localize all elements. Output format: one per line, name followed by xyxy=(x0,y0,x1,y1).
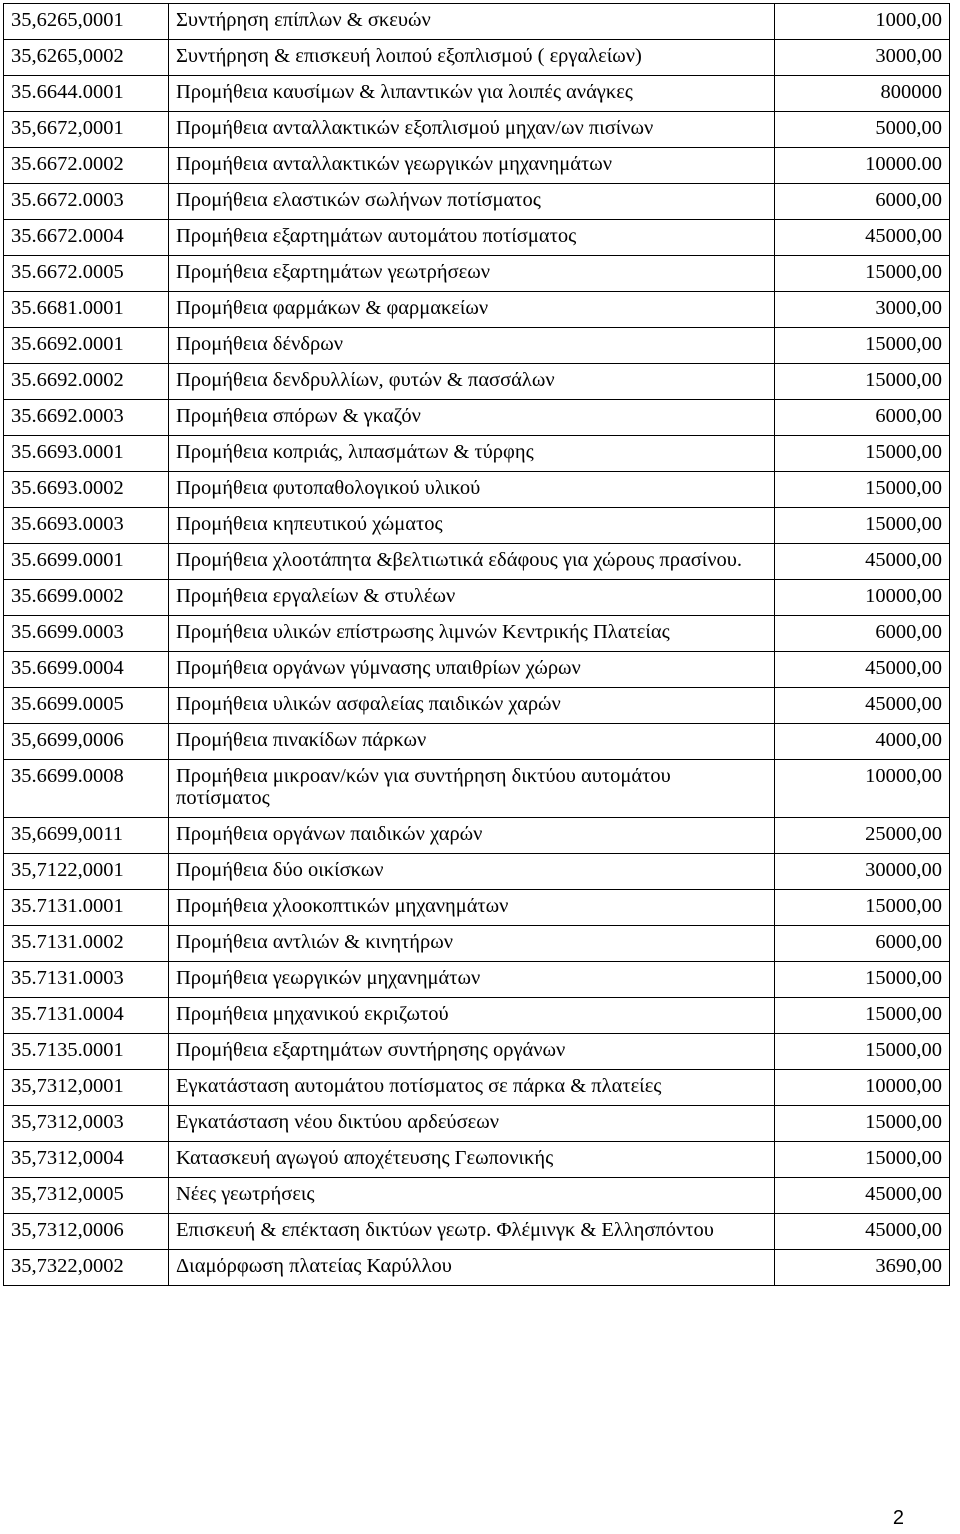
row-amount: 25000,00 xyxy=(775,818,950,854)
row-code: 35.6699.0005 xyxy=(4,688,169,724)
table-row xyxy=(4,220,950,256)
row-description: Διαμόρφωση πλατείας Καρύλλου xyxy=(169,1250,775,1286)
table-row xyxy=(4,854,950,890)
table-row xyxy=(4,364,950,400)
row-code: 35.6692.0003 xyxy=(4,400,169,436)
row-description: Προμήθεια πινακίδων πάρκων xyxy=(169,724,775,760)
row-amount: 15000,00 xyxy=(775,998,950,1034)
row-code: 35.6693.0002 xyxy=(4,472,169,508)
row-description: Προμήθεια χλοοκοπτικών μηχανημάτων xyxy=(169,890,775,926)
row-amount: 15000,00 xyxy=(775,508,950,544)
row-description: Προμήθεια καυσίμων & λιπαντικών για λοιπές ανάγκες xyxy=(169,76,775,112)
row-amount: 30000,00 xyxy=(775,854,950,890)
row-code: 35.6699.0003 xyxy=(4,616,169,652)
row-amount: 45000,00 xyxy=(775,544,950,580)
table-row xyxy=(4,1178,950,1214)
table-row xyxy=(4,112,950,148)
table-row xyxy=(4,328,950,364)
table-row xyxy=(4,818,950,854)
table-row xyxy=(4,40,950,76)
row-code: 35.6699.0002 xyxy=(4,580,169,616)
row-amount: 15000,00 xyxy=(775,1142,950,1178)
row-amount: 45000,00 xyxy=(775,1214,950,1250)
row-amount: 800000 xyxy=(775,76,950,112)
table-row xyxy=(4,1070,950,1106)
row-amount: 10000,00 xyxy=(775,580,950,616)
row-code: 35,6699,0006 xyxy=(4,724,169,760)
row-description: Προμήθεια μικροαν/κών για συντήρηση δικτύου αυτομάτου ποτίσματος xyxy=(169,760,775,818)
table-row xyxy=(4,148,950,184)
row-description: Προμήθεια ανταλλακτικών γεωργικών μηχανημάτων xyxy=(169,148,775,184)
row-description: Προμήθεια οργάνων παιδικών χαρών xyxy=(169,818,775,854)
row-code: 35,7312,0003 xyxy=(4,1106,169,1142)
row-description: Προμήθεια εξαρτημάτων γεωτρήσεων xyxy=(169,256,775,292)
table-row xyxy=(4,1106,950,1142)
row-amount: 4000,00 xyxy=(775,724,950,760)
row-amount: 10000,00 xyxy=(775,1070,950,1106)
row-code: 35.7131.0002 xyxy=(4,926,169,962)
row-description: Συντήρηση επίπλων & σκευών xyxy=(169,4,775,40)
table-row xyxy=(4,400,950,436)
table-row xyxy=(4,652,950,688)
row-description: Προμήθεια φυτοπαθολογικού υλικού xyxy=(169,472,775,508)
row-description: Προμήθεια αντλιών & κινητήρων xyxy=(169,926,775,962)
row-description: Προμήθεια δένδρων xyxy=(169,328,775,364)
row-code: 35.6692.0001 xyxy=(4,328,169,364)
row-amount: 6000,00 xyxy=(775,616,950,652)
table-row xyxy=(4,1250,950,1286)
row-code: 35.7135.0001 xyxy=(4,1034,169,1070)
row-description: Προμήθεια δύο οικίσκων xyxy=(169,854,775,890)
row-code: 35.6681.0001 xyxy=(4,292,169,328)
row-code: 35,7312,0001 xyxy=(4,1070,169,1106)
row-code: 35.6672.0005 xyxy=(4,256,169,292)
row-code: 35.6644.0001 xyxy=(4,76,169,112)
table-row xyxy=(4,760,950,818)
row-code: 35,6699,0011 xyxy=(4,818,169,854)
row-code: 35,6672,0001 xyxy=(4,112,169,148)
row-description: Προμήθεια κηπευτικού χώματος xyxy=(169,508,775,544)
table-row xyxy=(4,184,950,220)
row-code: 35.7131.0001 xyxy=(4,890,169,926)
page-number: 2 xyxy=(892,1507,904,1529)
row-description: Προμήθεια σπόρων & γκαζόν xyxy=(169,400,775,436)
row-description: Προμήθεια οργάνων γύμνασης υπαιθρίων χώρων xyxy=(169,652,775,688)
row-amount: 15000,00 xyxy=(775,472,950,508)
row-code: 35.6693.0001 xyxy=(4,436,169,472)
row-description: Επισκευή & επέκταση δικτύων γεωτρ. Φλέμινγκ & Ελλησπόντου xyxy=(169,1214,775,1250)
row-amount: 5000,00 xyxy=(775,112,950,148)
row-description: Προμήθεια εξαρτημάτων συντήρησης οργάνων xyxy=(169,1034,775,1070)
table-row xyxy=(4,436,950,472)
row-code: 35,7312,0006 xyxy=(4,1214,169,1250)
row-amount: 1000,00 xyxy=(775,4,950,40)
row-description: Εγκατάσταση νέου δικτύου αρδεύσεων xyxy=(169,1106,775,1142)
row-amount: 10000.00 xyxy=(775,148,950,184)
row-code: 35.6672.0004 xyxy=(4,220,169,256)
budget-table xyxy=(3,3,950,1286)
row-amount: 10000,00 xyxy=(775,760,950,818)
table-row xyxy=(4,292,950,328)
row-amount: 6000,00 xyxy=(775,184,950,220)
row-amount: 15000,00 xyxy=(775,256,950,292)
table-row xyxy=(4,472,950,508)
row-description: Προμήθεια υλικών ασφαλείας παιδικών χαρών xyxy=(169,688,775,724)
row-code: 35,7312,0004 xyxy=(4,1142,169,1178)
table-row xyxy=(4,998,950,1034)
table-row xyxy=(4,1142,950,1178)
row-amount: 45000,00 xyxy=(775,220,950,256)
table-row xyxy=(4,508,950,544)
row-amount: 45000,00 xyxy=(775,1178,950,1214)
row-amount: 3000,00 xyxy=(775,40,950,76)
row-description: Προμήθεια εργαλείων & στυλέων xyxy=(169,580,775,616)
row-code: 35.6699.0008 xyxy=(4,760,169,818)
row-amount: 45000,00 xyxy=(775,652,950,688)
table-row xyxy=(4,890,950,926)
row-description: Κατασκευή αγωγού αποχέτευσης Γεωπονικής xyxy=(169,1142,775,1178)
row-code: 35,7122,0001 xyxy=(4,854,169,890)
row-code: 35,6265,0002 xyxy=(4,40,169,76)
row-amount: 15000,00 xyxy=(775,328,950,364)
row-description: Συντήρηση & επισκευή λοιπού εξοπλισμού ( εργαλείων) xyxy=(169,40,775,76)
row-code: 35.7131.0004 xyxy=(4,998,169,1034)
table-row xyxy=(4,926,950,962)
row-amount: 15000,00 xyxy=(775,364,950,400)
row-amount: 15000,00 xyxy=(775,1034,950,1070)
row-code: 35.6672.0002 xyxy=(4,148,169,184)
budget-table-body xyxy=(4,4,950,1286)
row-amount: 3690,00 xyxy=(775,1250,950,1286)
row-code: 35,6265,0001 xyxy=(4,4,169,40)
row-code: 35.6692.0002 xyxy=(4,364,169,400)
row-description: Προμήθεια υλικών επίστρωσης λιμνών Κεντρικής Πλατείας xyxy=(169,616,775,652)
row-code: 35.6693.0003 xyxy=(4,508,169,544)
row-amount: 15000,00 xyxy=(775,890,950,926)
row-description: Προμήθεια χλοοτάπητα &βελτιωτικά εδάφους για χώρους πρασίνου. xyxy=(169,544,775,580)
row-description: Νέες γεωτρήσεις xyxy=(169,1178,775,1214)
table-row xyxy=(4,256,950,292)
table-row xyxy=(4,962,950,998)
table-row xyxy=(4,4,950,40)
row-description: Προμήθεια φαρμάκων & φαρμακείων xyxy=(169,292,775,328)
row-code: 35.6672.0003 xyxy=(4,184,169,220)
row-amount: 45000,00 xyxy=(775,688,950,724)
row-description: Προμήθεια δενδρυλλίων, φυτών & πασσάλων xyxy=(169,364,775,400)
row-code: 35,7322,0002 xyxy=(4,1250,169,1286)
table-row xyxy=(4,616,950,652)
row-amount: 15000,00 xyxy=(775,962,950,998)
row-description: Προμήθεια ελαστικών σωλήνων ποτίσματος xyxy=(169,184,775,220)
table-row xyxy=(4,76,950,112)
row-code: 35.7131.0003 xyxy=(4,962,169,998)
row-amount: 15000,00 xyxy=(775,436,950,472)
row-code: 35.6699.0004 xyxy=(4,652,169,688)
row-description: Εγκατάσταση αυτομάτου ποτίσματος σε πάρκα & πλατείες xyxy=(169,1070,775,1106)
row-code: 35.6699.0001 xyxy=(4,544,169,580)
row-description: Προμήθεια κοπριάς, λιπασμάτων & τύρφης xyxy=(169,436,775,472)
row-amount: 3000,00 xyxy=(775,292,950,328)
row-amount: 15000,00 xyxy=(775,1106,950,1142)
table-row xyxy=(4,580,950,616)
row-description: Προμήθεια γεωργικών μηχανημάτων xyxy=(169,962,775,998)
table-row xyxy=(4,724,950,760)
row-description: Προμήθεια μηχανικού εκριζωτού xyxy=(169,998,775,1034)
row-description: Προμήθεια ανταλλακτικών εξοπλισμού μηχαν/ων πισίνων xyxy=(169,112,775,148)
table-row xyxy=(4,544,950,580)
row-amount: 6000,00 xyxy=(775,926,950,962)
table-row xyxy=(4,688,950,724)
table-row xyxy=(4,1214,950,1250)
row-description: Προμήθεια εξαρτημάτων αυτομάτου ποτίσματος xyxy=(169,220,775,256)
row-code: 35,7312,0005 xyxy=(4,1178,169,1214)
row-amount: 6000,00 xyxy=(775,400,950,436)
table-row xyxy=(4,1034,950,1070)
